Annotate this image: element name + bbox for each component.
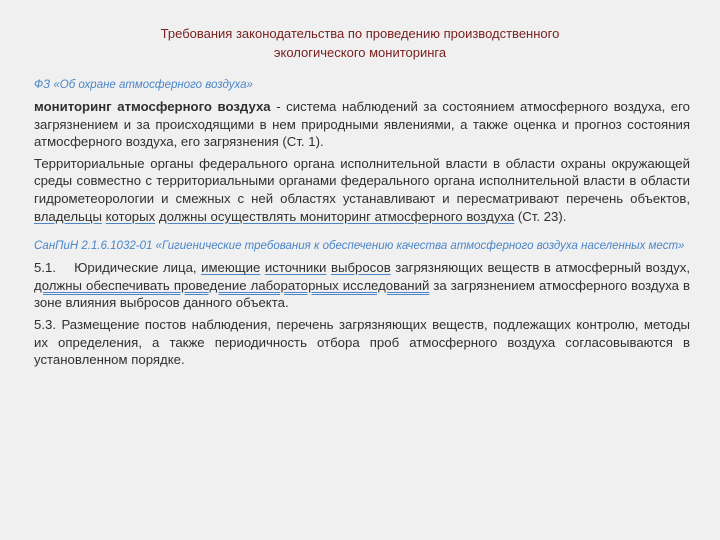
- clause-5-1: [34, 259, 690, 312]
- definition-paragraph: [34, 98, 690, 151]
- slide-title: [80, 24, 640, 62]
- clause-text-mid: загрязняющих веществ в атмосферный воздух,: [390, 260, 690, 276]
- clause-5-3: 5.3. Размещение постов наблюдения, перечень загрязняющих веществ, подлежащих контролю, методы их определения, а также периодичность отбора проб атмосферного воздуха согласовываются в установленном порядке.: [34, 316, 690, 368]
- slide-title-line-2: экологического мониторинга: [273, 45, 447, 60]
- underlined-owners: владельцы: [34, 208, 102, 224]
- underlined-obligation: должны осуществлять мониторинг атмосферного воздуха: [158, 208, 515, 224]
- definition-text: - система наблюдений за состоянием атмосферного воздуха, его загрязнением и за происходящими в нем природными явлениями, а также оценка и прогноз состояния атмосферного воздуха, его загрязнения (Ст. 1).: [34, 99, 690, 150]
- slide-title-line-1: Требования законодательства по проведению производственного: [160, 26, 560, 41]
- clause-text-end: за загрязнением атмосферного воздуха в зоне влияния выбросов данного объекта.: [34, 277, 690, 311]
- clause-text: 5.1. Юридические лица,: [34, 260, 202, 276]
- law-title-sanpin: СанПиН 2.1.6.1032-01 «Гигиенические требования к обеспечению качества атмосферного воздуха населенных мест»: [34, 240, 685, 253]
- underlined-which: которых: [105, 208, 156, 224]
- territorial-organs-paragraph: [34, 155, 690, 225]
- paragraph-text: Территориальные органы федерального органа исполнительной власти в области охраны окружающей среды совместно с территориальными органами федерального органа исполнительной власти в области гидрометеорологии и смежных с ней областях устанавливают и пересматривают перечень объектов,: [34, 155, 690, 206]
- article-reference: (Ст. 23).: [514, 208, 567, 224]
- underlined-having: имеющие: [201, 260, 261, 276]
- law-title-fz: ФЗ «Об охране атмосферного воздуха»: [34, 79, 253, 91]
- underlined-emissions: выбросов: [330, 260, 391, 276]
- underlined-sources: источники: [264, 260, 327, 276]
- underlined-lab-research: должны обеспечивать проведение лабораторных исследований: [34, 277, 430, 293]
- defined-term: мониторинг атмосферного воздуха: [34, 99, 271, 114]
- slide-content: [34, 78, 690, 373]
